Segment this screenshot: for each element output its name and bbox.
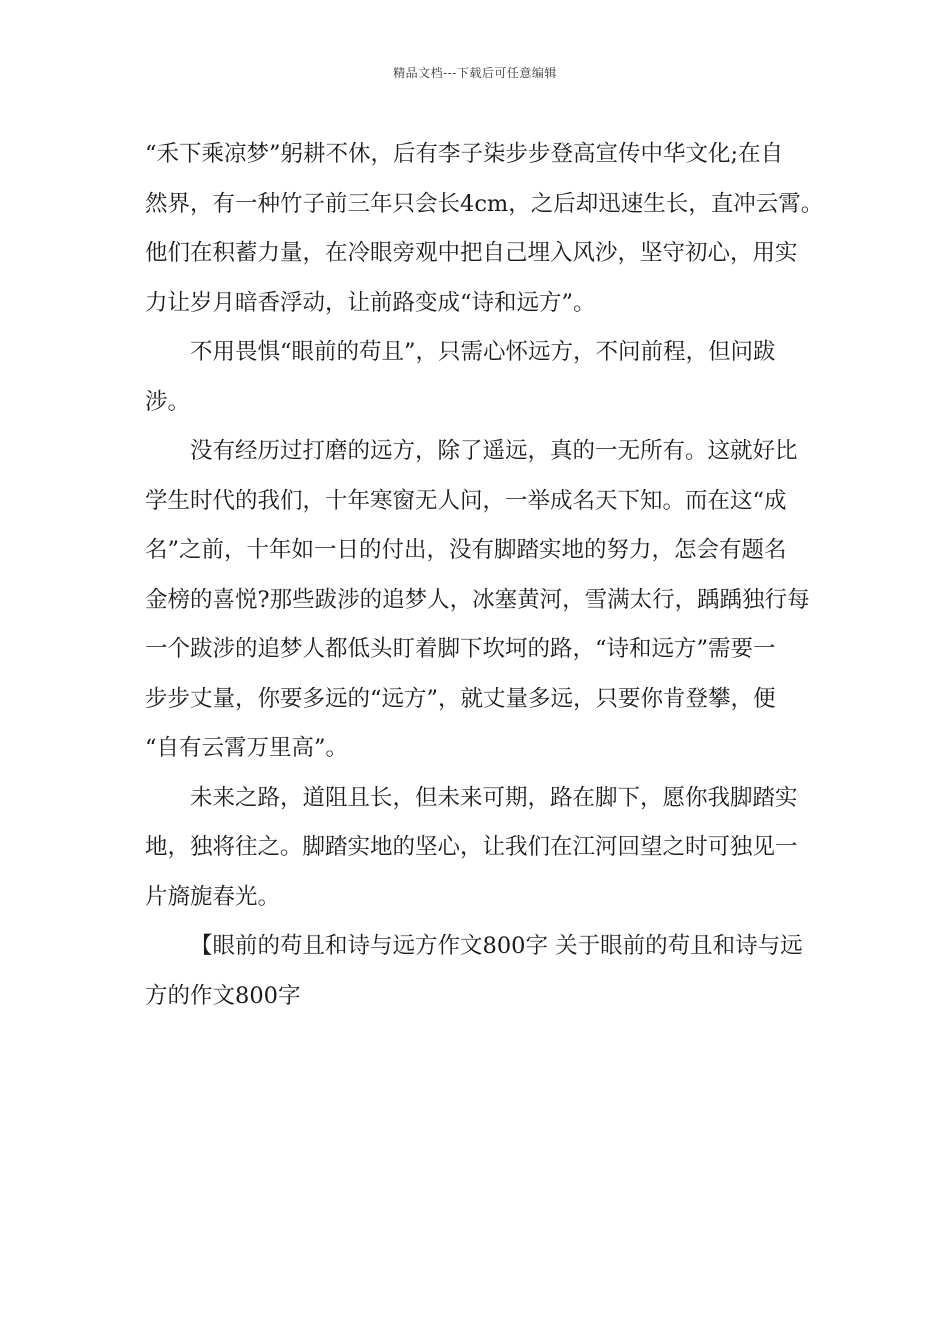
text-line: 没有经历过打磨的远方，除了遥远，真的一无所有。这就好比 [190, 438, 798, 464]
text-line: 一个跋涉的追梦人都低头盯着脚下坎坷的路，“诗和远方”需要一 [145, 636, 776, 662]
text-line: 学生时代的我们，十年寒窗无人问，一举成名天下知。而在这“成 [145, 487, 787, 514]
text-line: 未来之路，道阻且长，但未来可期，路在脚下，愿你我脚踏实 [190, 784, 798, 811]
text-line: 【眼前的苟且和诗与远方作文800字 关于眼前的苟且和诗与远 [190, 933, 803, 959]
page-header: 精品文档---下载后可任意编辑 [393, 66, 557, 80]
text-line: 片旖旎春光。 [145, 883, 281, 910]
paragraph-1 [145, 130, 824, 328]
text-line: 名”之前，十年如一日的付出，没有脚踏实地的努力，怎会有题名 [145, 537, 787, 563]
text-line: 涉。 [145, 388, 191, 415]
paragraph-5 [145, 922, 810, 1021]
paragraph-3 [145, 427, 810, 774]
text-line: 然界，有一种竹子前三年只会长4cm，之后却迅速生长，直冲云霄。 [145, 190, 824, 217]
text-line: 不用畏惧“眼前的苟且”，只需心怀远方，不问前程，但问跋 [190, 339, 776, 365]
text-line: “禾下乘凉梦”躬耕不休，后有李子柒步步登高宣传中华文化;在自 [145, 141, 784, 167]
text-line: 地，独将往之。脚踏实地的坚心，让我们在江河回望之时可独见一 [145, 834, 798, 860]
paragraph-4 [145, 774, 810, 923]
text-line: “自有云霄万里高”。 [145, 735, 349, 761]
paragraph-2 [145, 328, 810, 427]
text-line: 方的作文800字 [145, 982, 301, 1009]
text-line: 力让岁月暗香浮动，让前路变成“诗和远方”。 [145, 289, 596, 316]
text-line: 步步丈量，你要多远的“远方”，就丈量多远，只要你肯登攀，便 [145, 685, 776, 712]
text-line: 金榜的喜悦?那些跋涉的追梦人，冰塞黄河，雪满太行，踽踽独行每 [145, 586, 810, 613]
document-body [145, 130, 824, 1021]
text-line: 他们在积蓄力量，在冷眼旁观中把自己埋入风沙，坚守初心，用实 [145, 240, 798, 266]
